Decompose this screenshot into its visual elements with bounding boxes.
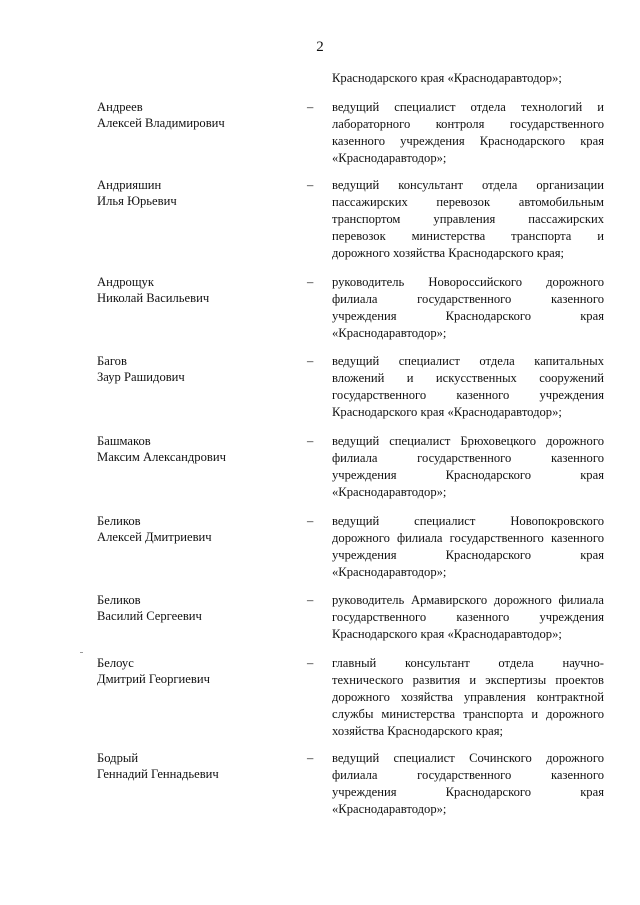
surname: Беликов bbox=[97, 514, 141, 528]
description-line: ведущий специалист Сочинского дорожного bbox=[332, 751, 604, 765]
given-names: Николай Васильевич bbox=[97, 291, 210, 305]
dash-separator: – bbox=[307, 178, 314, 192]
description-line: лабораторного контроля государственного bbox=[332, 117, 604, 131]
position-description bbox=[332, 99, 604, 167]
position-description bbox=[332, 177, 604, 262]
description-line: технического развития и экспертизы проектов bbox=[332, 673, 604, 687]
person-name bbox=[97, 513, 297, 545]
person-name bbox=[97, 750, 297, 782]
person-name bbox=[97, 177, 297, 209]
description-line: «Краснодаравтодор»; bbox=[332, 151, 447, 165]
given-names: Алексей Дмитриевич bbox=[97, 530, 212, 544]
description-line: «Краснодаравтодор»; bbox=[332, 485, 447, 499]
description-line: государственного казенного учреждения bbox=[332, 610, 604, 624]
description-line: дорожного хозяйства управления контрактной bbox=[332, 690, 604, 704]
surname: Белоус bbox=[97, 656, 134, 670]
description-line: «Краснодаравтодор»; bbox=[332, 565, 447, 579]
surname: Бодрый bbox=[97, 751, 139, 765]
person-name bbox=[97, 655, 297, 687]
description-line: Краснодарского края «Краснодаравтодор»; bbox=[332, 405, 562, 419]
dash-separator: – bbox=[307, 354, 314, 368]
description-line: дорожного хозяйства Краснодарского края; bbox=[332, 246, 565, 260]
continuation-text: Краснодарского края «Краснодаравтодор»; bbox=[332, 71, 562, 85]
dash-separator: – bbox=[307, 656, 314, 670]
description-line: вложений и искусственных сооружений bbox=[332, 371, 604, 385]
description-line: пассажирских перевозок автомобильным bbox=[332, 195, 604, 209]
description-line: учреждения Краснодарского края bbox=[332, 548, 604, 562]
given-names: Заур Рашидович bbox=[97, 370, 185, 384]
description-line: ведущий специалист Новопокровского bbox=[332, 514, 604, 528]
description-line: «Краснодаравтодор»; bbox=[332, 326, 447, 340]
description-line: «Краснодаравтодор»; bbox=[332, 802, 447, 816]
position-description bbox=[332, 274, 604, 342]
position-description bbox=[332, 655, 604, 740]
description-line: руководитель Армавирского дорожного филиала bbox=[332, 593, 604, 607]
person-name bbox=[97, 353, 297, 385]
description-line: учреждения Краснодарского края bbox=[332, 468, 604, 482]
given-names: Максим Александрович bbox=[97, 450, 226, 464]
description-line: ведущий консультант отдела организации bbox=[332, 178, 604, 192]
page-number: 2 bbox=[316, 39, 324, 55]
surname: Андрощук bbox=[97, 275, 154, 289]
position-description bbox=[332, 433, 604, 501]
given-names: Геннадий Геннадьевич bbox=[97, 767, 219, 781]
surname: Андреев bbox=[97, 100, 143, 114]
position-description bbox=[332, 353, 604, 421]
description-line: службы министерства транспорта и дорожного bbox=[332, 707, 604, 721]
description-line: ведущий специалист Брюховецкого дорожного bbox=[332, 434, 604, 448]
surname: Багов bbox=[97, 354, 127, 368]
person-name bbox=[97, 99, 297, 131]
description-line: ведущий специалист отдела капитальных bbox=[332, 354, 604, 368]
description-line: государственного казенного учреждения bbox=[332, 388, 604, 402]
description-line: Краснодарского края «Краснодаравтодор»; bbox=[332, 627, 562, 641]
given-names: Василий Сергеевич bbox=[97, 609, 202, 623]
dash-separator: – bbox=[307, 100, 314, 114]
description-line: перевозок министерства транспорта и bbox=[332, 229, 604, 243]
surname: Башмаков bbox=[97, 434, 151, 448]
description-line: учреждения Краснодарского края bbox=[332, 785, 604, 799]
dash-separator: – bbox=[307, 751, 314, 765]
description-line: транспортом управления пассажирских bbox=[332, 212, 604, 226]
description-line: филиала государственного казенного bbox=[332, 451, 604, 465]
position-description bbox=[332, 513, 604, 581]
dash-separator: – bbox=[307, 514, 314, 528]
margin-mark bbox=[80, 652, 83, 653]
description-line: филиала государственного казенного bbox=[332, 768, 604, 782]
description-line: главный консультант отдела научно- bbox=[332, 656, 604, 670]
surname: Беликов bbox=[97, 593, 141, 607]
dash-separator: – bbox=[307, 434, 314, 448]
position-description bbox=[332, 750, 604, 818]
description-line: руководитель Новороссийского дорожного bbox=[332, 275, 604, 289]
description-line: дорожного филиала государственного казенного bbox=[332, 531, 604, 545]
dash-separator: – bbox=[307, 275, 314, 289]
description-line: филиала государственного казенного bbox=[332, 292, 604, 306]
surname: Андрияшин bbox=[97, 178, 162, 192]
given-names: Алексей Владимирович bbox=[97, 116, 225, 130]
person-name bbox=[97, 274, 297, 306]
description-line: учреждения Краснодарского края bbox=[332, 309, 604, 323]
description-line: ведущий специалист отдела технологий и bbox=[332, 100, 604, 114]
position-description bbox=[332, 592, 604, 643]
dash-separator: – bbox=[307, 593, 314, 607]
given-names: Дмитрий Георгиевич bbox=[97, 672, 210, 686]
person-name bbox=[97, 433, 297, 465]
description-line: казенного учреждения Краснодарского края bbox=[332, 134, 604, 148]
person-name bbox=[97, 592, 297, 624]
given-names: Илья Юрьевич bbox=[97, 194, 177, 208]
description-line: хозяйства Краснодарского края; bbox=[332, 724, 504, 738]
